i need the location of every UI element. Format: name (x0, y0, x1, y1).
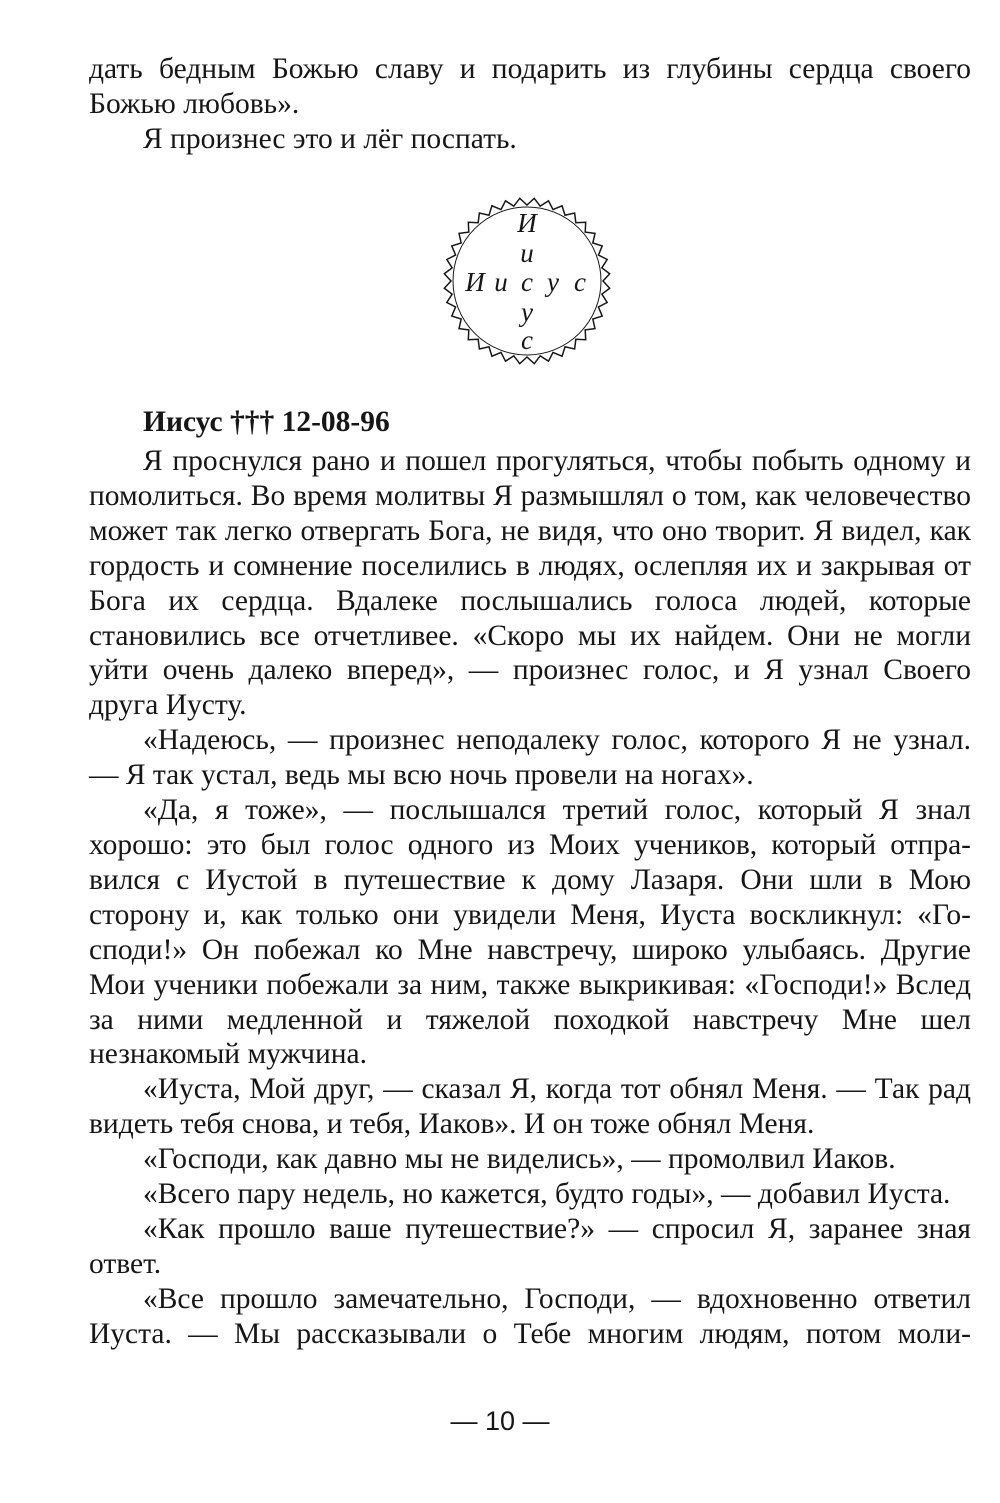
emblem-letter-h4: у (547, 267, 559, 297)
paragraph: «Все прошло замечательно, Господи, — вдохновенно ответил Иуста. — Мы рассказывали о Тебе многим людям, потом моли- (89, 1282, 971, 1350)
heading-date: 12-08-96 (281, 406, 390, 438)
emblem-letter-h3: с (521, 267, 533, 297)
paragraph: «Иуста, Мой друг, — сказал Я, когда тот обнял Меня. — Так рад видеть тебя снова, и тебя, Иаков». И он тоже обнял Меня. (89, 1073, 971, 1141)
emblem-letter-v4: у (521, 297, 533, 327)
paragraph: «Всего пару недель, но кажется, будто годы», — добавил Иуста. (143, 1178, 951, 1211)
heading-name: Иисус (143, 406, 223, 438)
paragraph: «Как прошло ваше путешествие?» — спросил Я, заранее зная ответ. (89, 1212, 971, 1280)
paragraph-continuation: дать бедным Божью славу и подарить из глубины сердца своего Божью любовь». (89, 53, 971, 120)
iisus-cross-emblem (441, 195, 613, 367)
emblem-letter-h1: И (465, 267, 485, 297)
paragraph: «Да, я тоже», — послышался третий голос, который Я знал хорошо: это был голос одного из Моих учеников, который отправился с Иустой в путешествие к дому Лазаря. Они шли в Мою сторону и, как только они увидели Меня, Иуста воскликнул: «Господи!» Он побежал ко Мне навстречу, широко улыбаясь. Другие Мои ученики побежали за ним, также выкрикивая: «Господи!» Вслед за ними медленной и тяжелой походкой навстречу Мне шел незнакомый мужчина. (89, 794, 971, 1071)
section-heading (143, 404, 390, 440)
paragraph: «Надеюсь, — произнес неподалеку голос, которого Я не узнал. — Я так устал, ведь мы всю ночь провели на ногах». (89, 724, 971, 792)
main-text-block (89, 444, 971, 1352)
page-number: — 10 — (450, 1406, 550, 1436)
emblem-letter-h5: с (574, 267, 586, 297)
emblem-letter-v1: И (517, 208, 537, 238)
paragraph: «Господи, как давно мы не виделись», — промолвил Иаков. (143, 1143, 896, 1176)
emblem-letter-v5: с (521, 325, 533, 355)
paragraph: Я проснулся рано и пошел прогуляться, чтобы побыть одному и помолиться. Во время молитвы Я размышлял о том, как человечество может так легко отвергать Бога, не видя, что оно творит. Я видел, как гордость и сомнение поселились в людях, ослепляя их и закрывая от Бога их сердца. Вдалеке послышались голоса людей, которые становились все отчетливее. «Скоро мы их найдем. Они не могли уйти очень далеко вперед», — произнес голос, и Я узнал Своего друга Иусту. (89, 445, 971, 722)
heading-crosses: ††† (229, 406, 275, 438)
emblem-ornament (441, 195, 613, 367)
paragraph: Я произнес это и лёг поспать. (143, 122, 517, 155)
emblem-letter-v2: и (520, 238, 534, 268)
top-text-block (89, 52, 971, 157)
emblem-letter-h2: и (494, 267, 508, 297)
